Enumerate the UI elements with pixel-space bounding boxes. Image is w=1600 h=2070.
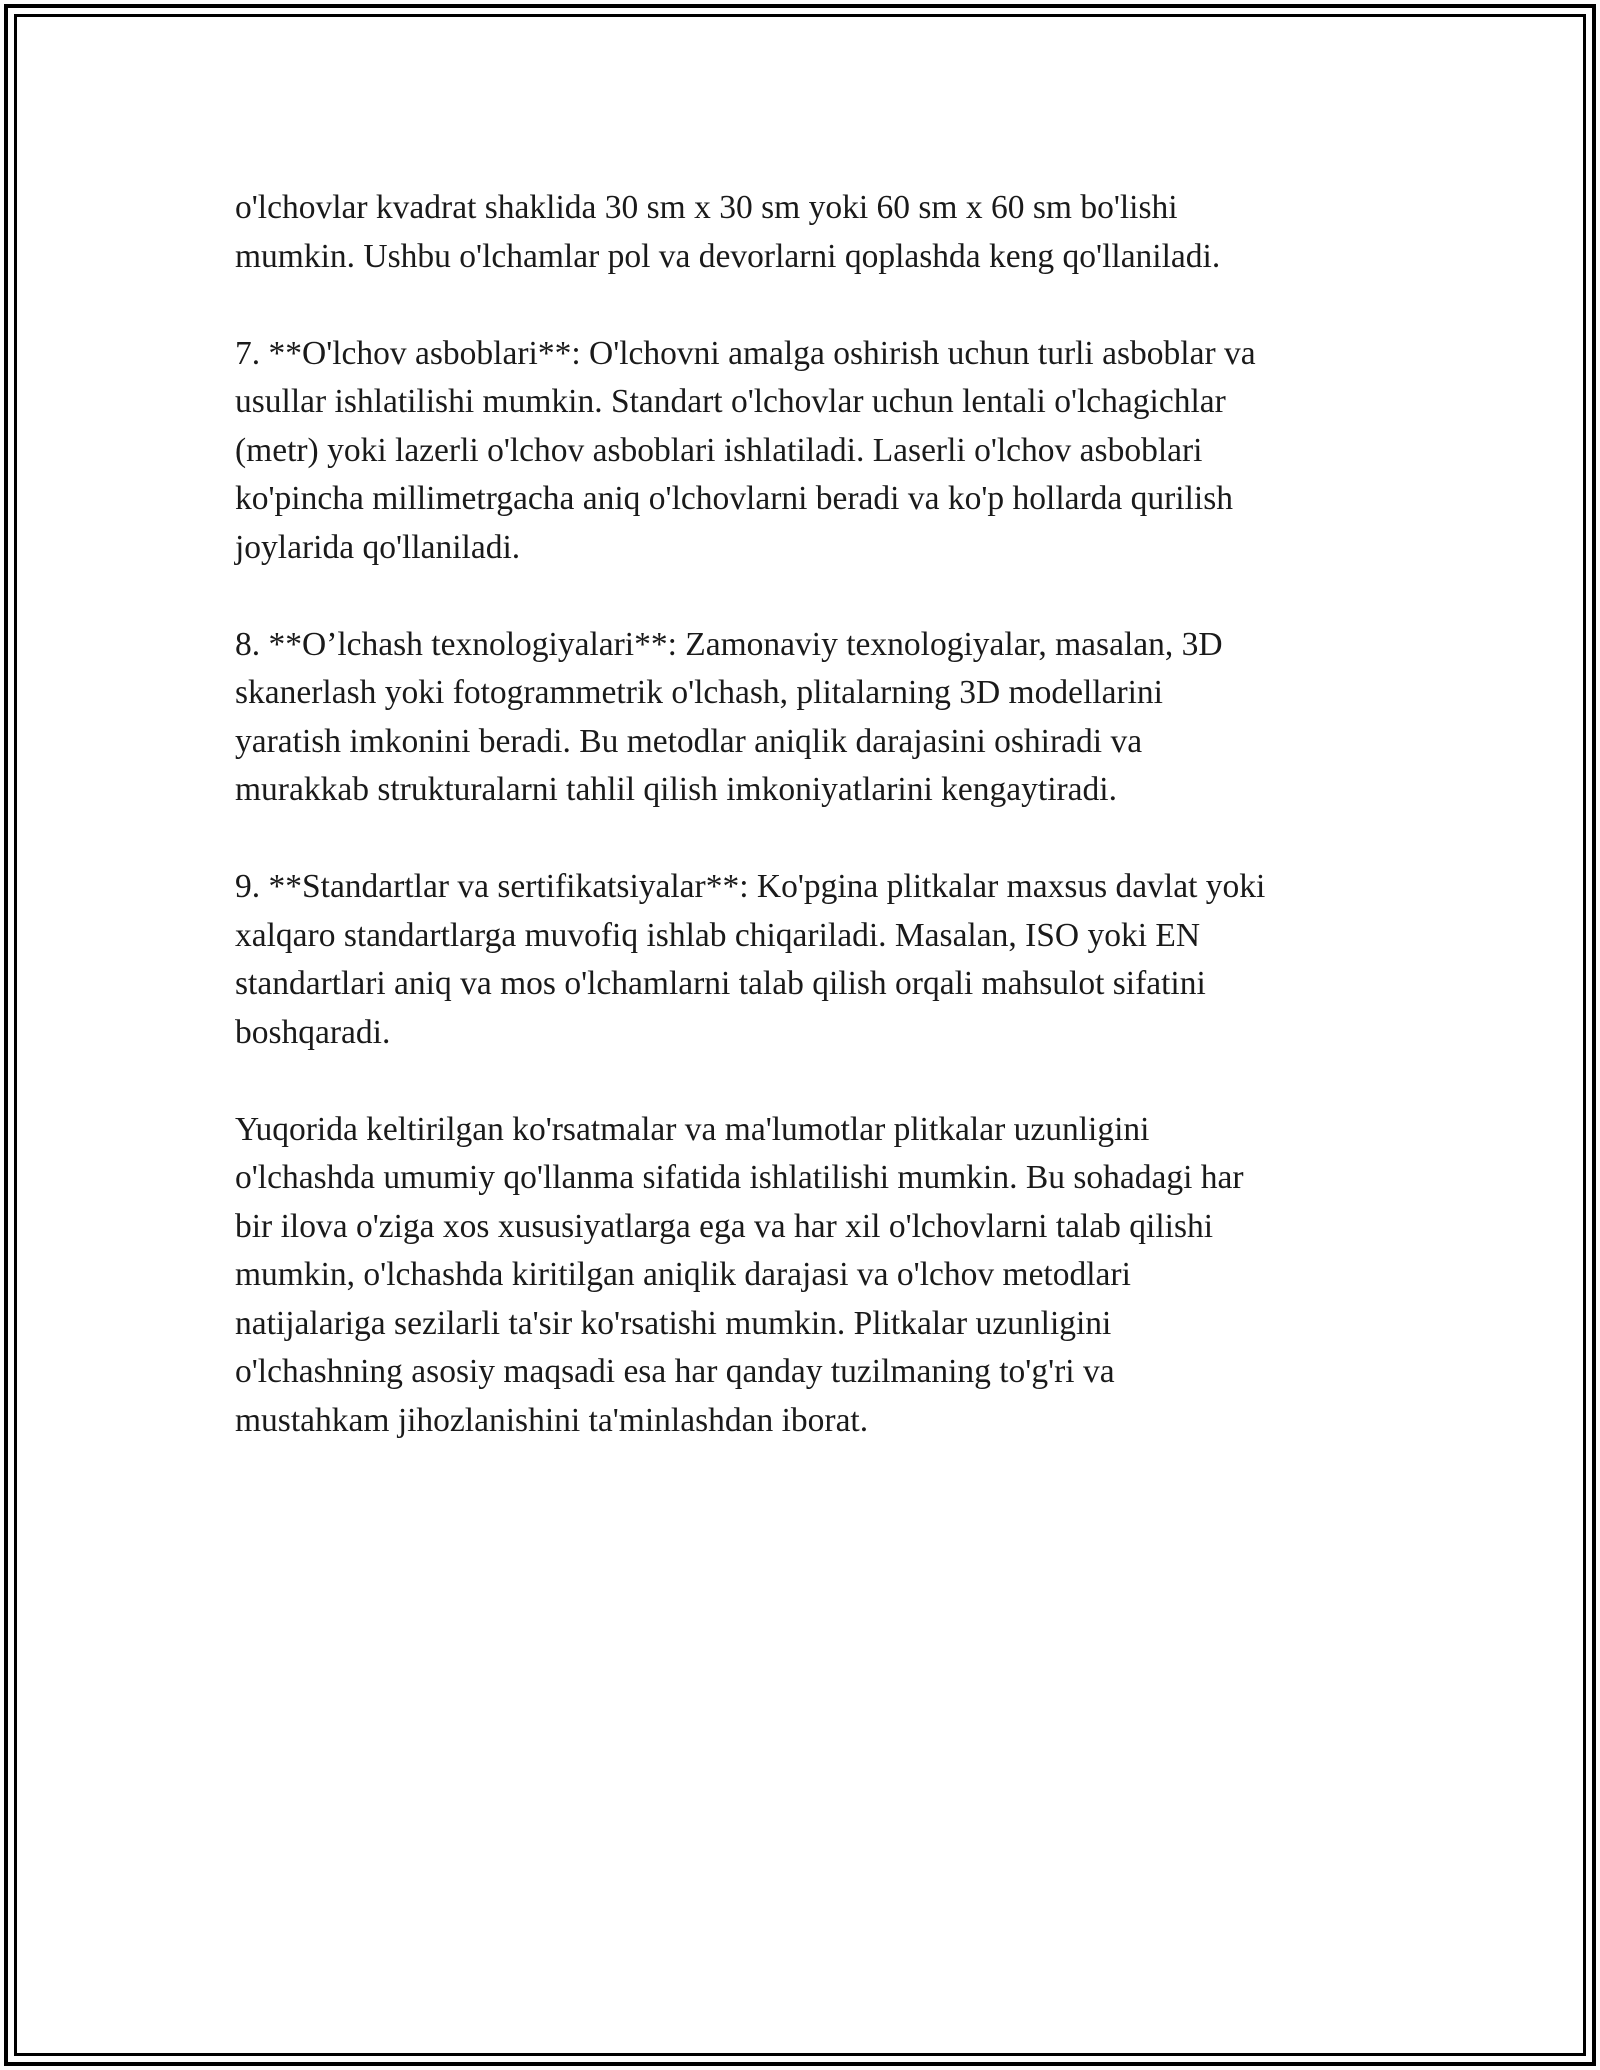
paragraph-measuring-technologies: 8. **O’lchash texnologiyalari**: Zamonaviy texnologiyalar, masalan, 3D skanerlash yoki fotogrammetrik o'lchash, plitalarning 3D modellarini yaratish imkonini beradi. Bu metodlar aniqlik darajasini oshiradi va murakkab strukturalarni tahlil qilish imkoniyatlarini kengaytiradi. xyxy=(235,625,1223,808)
paragraph-measuring-tools: 7. **O'lchov asboblari**: O'lchovni amalga oshirish uchun turli asboblar va usullar ishlatilishi mumkin. Standart o'lchovlar uchun lentali o'lchagichlar (metr) yoki lazerli o'lchov asboblari ishlatiladi. Laserli o'lchov asboblari ko'pincha millimetrgacha aniq o'lchovlarni beradi va ko'p hollarda qurilish joylarida qo'llaniladi. xyxy=(235,334,1256,566)
document-body xyxy=(235,184,1380,1494)
paragraph-conclusion: Yuqorida keltirilgan ko'rsatmalar va ma'lumotlar plitkalar uzunligini o'lchashda umumiy qo'llanma sifatida ishlatilishi mumkin. Bu sohadagi har bir ilova o'ziga xos xususiyatlarga ega va har xil o'lchovlarni talab qilishi mumkin, o'lchashda kiritilgan aniqlik darajasi va o'lchov metodlari natijalariga sezilarli ta'sir ko'rsatishi mumkin. Plitkalar uzunligini o'lchashning asosiy maqsadi esa har qanday tuzilmaning to'g'ri va mustahkam jihozlanishini ta'minlashdan iborat. xyxy=(235,1110,1244,1439)
paragraph-tile-sizes: o'lchovlar kvadrat shaklida 30 sm x 30 sm yoki 60 sm x 60 sm bo'lishi mumkin. Ushbu o'lchamlar pol va devorlarni qoplashda keng qo'llaniladi. xyxy=(235,189,1221,275)
paragraph-standards-certification: 9. **Standartlar va sertifikatsiyalar**: Ko'pgina plitkalar maxsus davlat yoki xalqaro standartlarga muvofiq ishlab chiqariladi. Masalan, ISO yoki EN standartlari aniq va mos o'lchamlarni talab qilish orqali mahsulot sifatini boshqaradi. xyxy=(235,868,1266,1051)
